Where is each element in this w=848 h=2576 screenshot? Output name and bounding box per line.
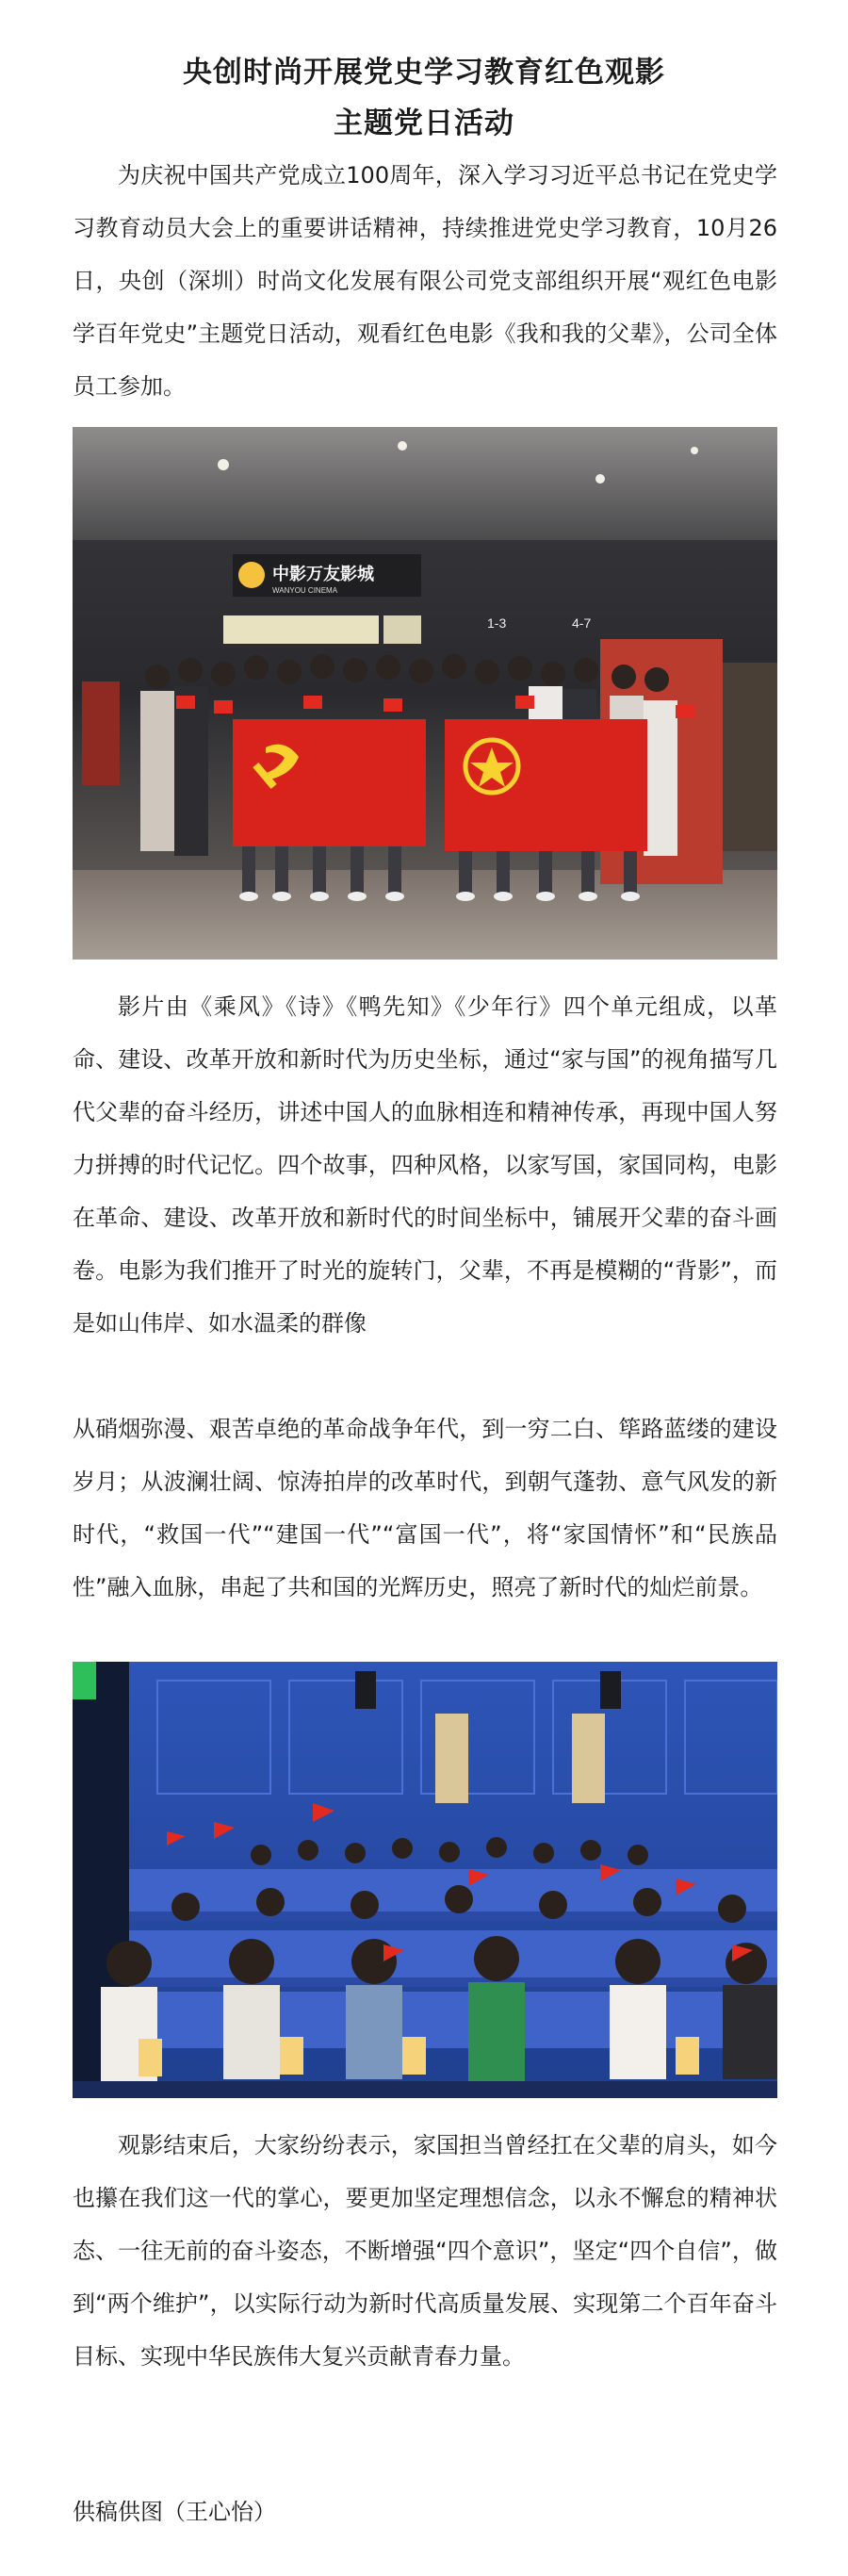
group-photo-cinema-lobby bbox=[73, 427, 777, 960]
paragraph-intro: 为庆祝中国共产党成立100周年，深入学习习近平总书记在党史学习教育动员大会上的重要讲话精神，持续推进党史学习教育，10月26日，央创（深圳）时尚文化发展有限公司党支部组织开展“观红色电影 学百年党史”主题党日活动，观看红色电影《我和我的父辈》，公司全体员工参加。 bbox=[73, 162, 777, 400]
credit-line: 供稿供图（王心怡） bbox=[73, 2499, 276, 2525]
title-line-1: 央创时尚开展党史学习教育红色观影 bbox=[183, 56, 665, 90]
paragraph-film-intro: 影片由《乘风》《诗》《鸭先知》《少年行》四个单元组成，以革命、建设、改革开放和新时代为历史坐标，通过“家与国”的视角描写几代父辈的奋斗经历，讲述中国人的血脉相连和精神传承，再现中国人努力拼搏的时代记忆。四个故事，四种风格，以家写国，家国同构，电影在革命、建设、改革开放和新时代的时间坐标中，铺展开父辈的奋斗画卷。电影为我们推开了时光的旋转门，父辈，不再是模糊的“背影”，而是如山伟岸、如水温柔的群像 bbox=[73, 993, 777, 1337]
article-title bbox=[0, 47, 848, 149]
hall-sign-a: 1-3 bbox=[487, 615, 507, 631]
audience-photo-theater bbox=[73, 1662, 777, 2098]
hall-sign-b: 4-7 bbox=[572, 615, 592, 631]
cinema-sign-en: WANYOU CINEMA bbox=[272, 586, 338, 595]
cinema-sign-text: 中影万友影城 bbox=[272, 565, 374, 583]
paragraph-reflection: 观影结束后，大家纷纷表示，家国担当曾经扛在父辈的肩头，如今也攥在我们这一代的掌心，要更加坚定理想信念，以永不懈怠的精神状态、一往无前的奋斗姿态，不断增强“四个意识”，坚定“四个自信”，做到“两个维护”，以实际行动为新时代高质量发展、实现第二个百年奋斗目标、实现中华民族伟大复兴贡献青春力量。 bbox=[73, 2132, 777, 2370]
title-line-2: 主题党日活动 bbox=[334, 107, 514, 140]
paragraph-history: 从硝烟弥漫、艰苦卓绝的革命战争年代，到一穷二白、筚路蓝缕的建设岁月；从波澜壮阔、惊涛拍岸的改革时代，到朝气蓬勃、意气风发的新时代，“救国一代”“建国一代”“富国一代”，将“家国情怀”和“民族品性”融入血脉，串起了共和国的光辉历史，照亮了新时代的灿烂前景。 bbox=[73, 1416, 777, 1600]
